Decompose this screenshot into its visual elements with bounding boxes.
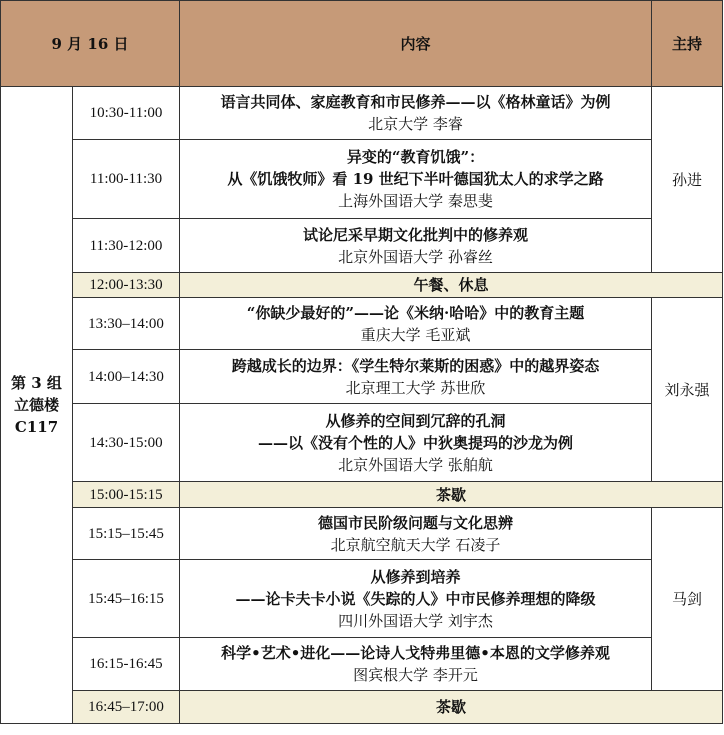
session-content (180, 638, 652, 691)
header-row (1, 1, 723, 87)
session-time: 11:00-11:30 (73, 140, 180, 219)
table-row (1, 404, 723, 482)
session-time: 13:30–14:00 (73, 298, 180, 350)
talk-title: 从修养的空间到冗辞的孔洞 (325, 411, 506, 430)
speaker-affiliation: 北京大学 李睿 (368, 115, 463, 133)
host-header: 主持 (652, 1, 723, 87)
session-content (180, 219, 652, 273)
talk-title: 从修养到培养 (370, 567, 461, 586)
session-time: 14:00–14:30 (73, 350, 180, 404)
host-cell: 刘永强 (652, 298, 723, 482)
session-content (180, 350, 652, 404)
speaker-affiliation: 图宾根大学 李开元 (353, 666, 478, 684)
session-time: 15:45–16:15 (73, 560, 180, 638)
table-row (1, 140, 723, 219)
talk-title: 跨越成长的边界：《学生特尔莱斯的困惑》中的越界姿态 (231, 356, 600, 375)
break-label: 茶歇 (180, 691, 723, 724)
speaker-affiliation: 四川外国语大学 刘宇杰 (338, 611, 493, 630)
host-cell: 孙进 (652, 87, 723, 273)
talk-title: 异变的“教育饥饿”： (346, 148, 485, 166)
break-label: 茶歇 (180, 482, 723, 508)
table-row (1, 638, 723, 691)
group-building: 立德楼 (13, 396, 59, 414)
session-content (180, 560, 652, 638)
talk-title-line2: ——论卡夫卡小说《失踪的人》中市民修养理想的降级 (235, 589, 596, 608)
speaker-affiliation: 上海外国语大学 秦思斐 (338, 192, 493, 210)
host-cell: 马剑 (652, 508, 723, 691)
table-row (1, 87, 723, 140)
talk-title: 语言共同体、家庭教育和市民修养——以《格林童话》为例 (220, 93, 611, 111)
break-time: 16:45–17:00 (73, 691, 180, 724)
break-row (1, 273, 723, 298)
break-label: 午餐、休息 (180, 273, 723, 298)
session-content (180, 87, 652, 140)
table-row (1, 219, 723, 273)
talk-title-line2: ——以《没有个性的人》中狄奥提玛的沙龙为例 (258, 433, 574, 452)
break-row (1, 691, 723, 724)
table-row (1, 298, 723, 350)
session-time: 10:30-11:00 (73, 87, 180, 140)
group-number: 第 3 组 (11, 374, 62, 392)
table-row (1, 508, 723, 560)
content-header: 内容 (180, 1, 652, 87)
talk-title: 科学•艺术•进化——论诗人戈特弗里德•本恩的文学修养观 (221, 644, 610, 662)
speaker-affiliation: 北京外国语大学 孙睿丝 (338, 247, 493, 266)
talk-title-line2: 从《饥饿牧师》看 19 世纪下半叶德国犹太人的求学之路 (227, 170, 604, 188)
break-row (1, 482, 723, 508)
talk-title: 德国市民阶级问题与文化思辨 (318, 513, 514, 532)
session-content (180, 508, 652, 560)
session-time: 15:15–15:45 (73, 508, 180, 560)
session-time: 14:30-15:00 (73, 404, 180, 482)
session-time: 16:15-16:45 (73, 638, 180, 691)
session-content (180, 298, 652, 350)
talk-title: 试论尼采早期文化批判中的修养观 (303, 225, 529, 244)
session-content (180, 404, 652, 482)
table-row (1, 350, 723, 404)
talk-title: “你缺少最好的”——论《米纳·哈哈》中的教育主题 (246, 303, 585, 322)
speaker-affiliation: 重庆大学 毛亚斌 (360, 325, 471, 344)
group-room: C117 (14, 418, 59, 436)
table-row (1, 560, 723, 638)
speaker-affiliation: 北京理工大学 苏世欣 (345, 378, 486, 397)
session-time: 11:30-12:00 (73, 219, 180, 273)
date-header: 9 月 16 日 (1, 1, 180, 87)
break-time: 12:00-13:30 (73, 273, 180, 298)
speaker-affiliation: 北京外国语大学 张舶航 (338, 455, 493, 474)
group-cell (1, 87, 73, 724)
session-content (180, 140, 652, 219)
speaker-affiliation: 北京航空航天大学 石凌子 (330, 535, 501, 554)
break-time: 15:00-15:15 (73, 482, 180, 508)
